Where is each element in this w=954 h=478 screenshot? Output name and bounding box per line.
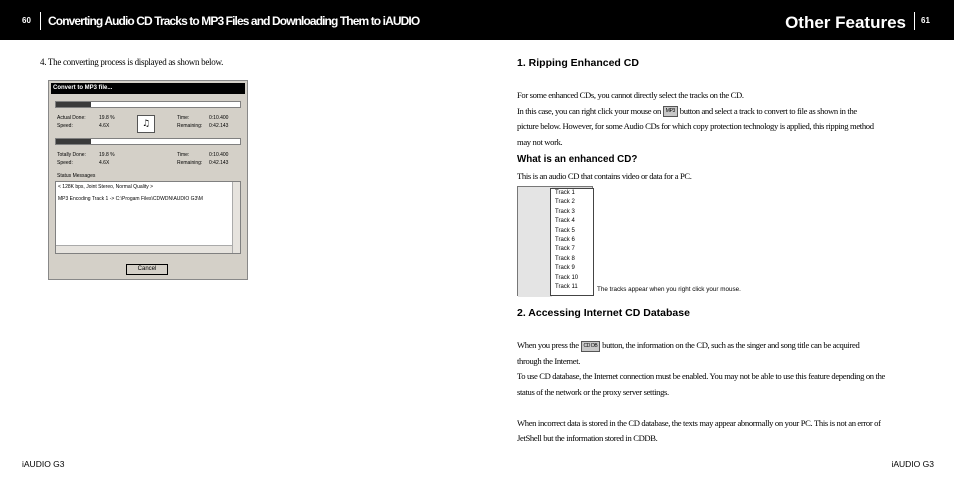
s2-line-1 [517, 338, 885, 354]
track-menu-item[interactable]: Track 2 [555, 199, 575, 206]
s2-line-5: When incorrect data is stored in the CD database, the texts may appear abnormally on your PC. This is not an error of [517, 417, 881, 428]
header-divider-right [914, 12, 915, 30]
track-menu-item[interactable]: Track 9 [555, 265, 575, 272]
remaining2-value: 0:42.143 [209, 160, 229, 166]
s1-line-2a: In this case, you can right click your mouse on [517, 105, 661, 116]
chapter-title: Converting Audio CD Tracks to MP3 Files and Downloading Them to iAUDIO [48, 14, 420, 28]
footer-left: iAUDIO G3 [22, 459, 65, 469]
s1-line-2 [517, 104, 874, 120]
s1-line-1: For some enhanced CDs, you cannot directly select the tracks on the CD. [517, 90, 744, 100]
s2-line-3: To use CD database, the Internet connection must be enabled. You may not be able to use this feature depending on the [517, 371, 885, 381]
s2-line-6: JetShell but the information stored in CDDB. [517, 433, 658, 443]
s2-line-1b: button, the information on the CD, such as the singer and song title can be acquired [602, 340, 860, 350]
page-number-left: 60 [22, 16, 31, 25]
section-title: Other Features [785, 13, 906, 32]
total-progress-fill [56, 139, 91, 144]
total-progress-bar [55, 138, 241, 145]
cd-db-button[interactable]: CD DB [581, 341, 601, 352]
status-line-1: < 128K bps, Joint Stereo, Normal Quality > [58, 184, 154, 190]
time-label: Time: [177, 115, 190, 121]
enhanced-cd-answer: This is an audio CD that contains video or data for a PC. [517, 171, 692, 181]
s1-line-3: picture below. However, for some Audio CDs for which copy protection technology is applied, this ripping method [517, 121, 874, 131]
s1-line-2b: button and select a track to convert to file as shown in the [679, 105, 857, 116]
footer-right: iAUDIO G3 [891, 459, 934, 469]
speed-value: 4.6X [99, 123, 110, 129]
paragraph-gap [517, 400, 885, 416]
time2-value: 0:10.400 [209, 152, 229, 158]
totally-done-value: 19.8 % [99, 152, 115, 158]
s1-line-4: may not work. [517, 136, 563, 147]
track-menu-item[interactable]: Track 11 [555, 284, 578, 290]
speed-label: Speed: [57, 123, 73, 129]
status-line-2: MP3 Encoding Track 1 -> C:\Progam Files\CDWDN\AUDIO G3\M [58, 196, 203, 202]
actual-done-label: Actual Done: [57, 115, 86, 121]
enhanced-cd-question: What is an enhanced CD? [517, 154, 638, 165]
status-messages-label: Status Messages [57, 173, 96, 179]
section-1-text [517, 88, 874, 150]
remaining2-label: Remaining: [177, 160, 203, 166]
track-menu-item[interactable]: Track 6 [555, 237, 575, 243]
track-menu-item[interactable]: Track 5 [555, 227, 575, 234]
speed2-value: 4.6X [99, 160, 110, 166]
step-4-text: 4. The converting process is displayed as shown below. [40, 57, 224, 67]
status-vertical-scrollbar[interactable] [232, 182, 240, 253]
track-menu-item[interactable]: Track 3 [555, 208, 575, 215]
track-menu-item[interactable]: Track 8 [555, 255, 575, 262]
s2-line-2: through the Internet. [517, 355, 581, 366]
page-number-right: 61 [921, 16, 930, 25]
cancel-button[interactable]: Cancel [126, 264, 168, 275]
section-1-heading: 1. Ripping Enhanced CD [517, 57, 639, 69]
time-value: 0:10.400 [209, 115, 229, 121]
track-menu-item[interactable]: Track 7 [555, 246, 575, 253]
remaining-label: Remaining: [177, 123, 203, 129]
track-caption: The tracks appear when you right click your mouse. [597, 286, 741, 293]
header-divider-left [40, 12, 41, 30]
track-menu-item[interactable]: Track 10 [555, 274, 579, 281]
status-horizontal-scrollbar[interactable] [56, 245, 232, 253]
s2-line-1a: When you press the [517, 340, 579, 350]
s2-line-4: status of the network or the proxy server settings. [517, 386, 669, 397]
convert-dialog [48, 80, 248, 280]
remaining-value: 0:42.143 [209, 123, 229, 129]
app-side-strip [518, 187, 552, 297]
track-progress-bar [55, 101, 241, 108]
music-file-icon: ♫ [137, 115, 155, 133]
time2-label: Time: [177, 152, 190, 158]
actual-done-value: 19.8 % [99, 115, 115, 121]
totally-done-label: Totally Done: [57, 152, 86, 158]
header-bar [0, 0, 954, 40]
track-progress-fill [56, 102, 91, 107]
speed2-label: Speed: [57, 160, 73, 166]
status-messages-box[interactable] [55, 181, 241, 254]
dialog-title: Convert to MP3 file... [51, 83, 245, 94]
track-menu-item[interactable]: Track 1 [555, 190, 575, 196]
track-menu-item[interactable]: Track 4 [555, 218, 575, 225]
section-2-heading: 2. Accessing Internet CD Database [517, 307, 690, 319]
mp3-button[interactable]: MP3 [663, 106, 678, 117]
section-2-text [517, 338, 885, 447]
